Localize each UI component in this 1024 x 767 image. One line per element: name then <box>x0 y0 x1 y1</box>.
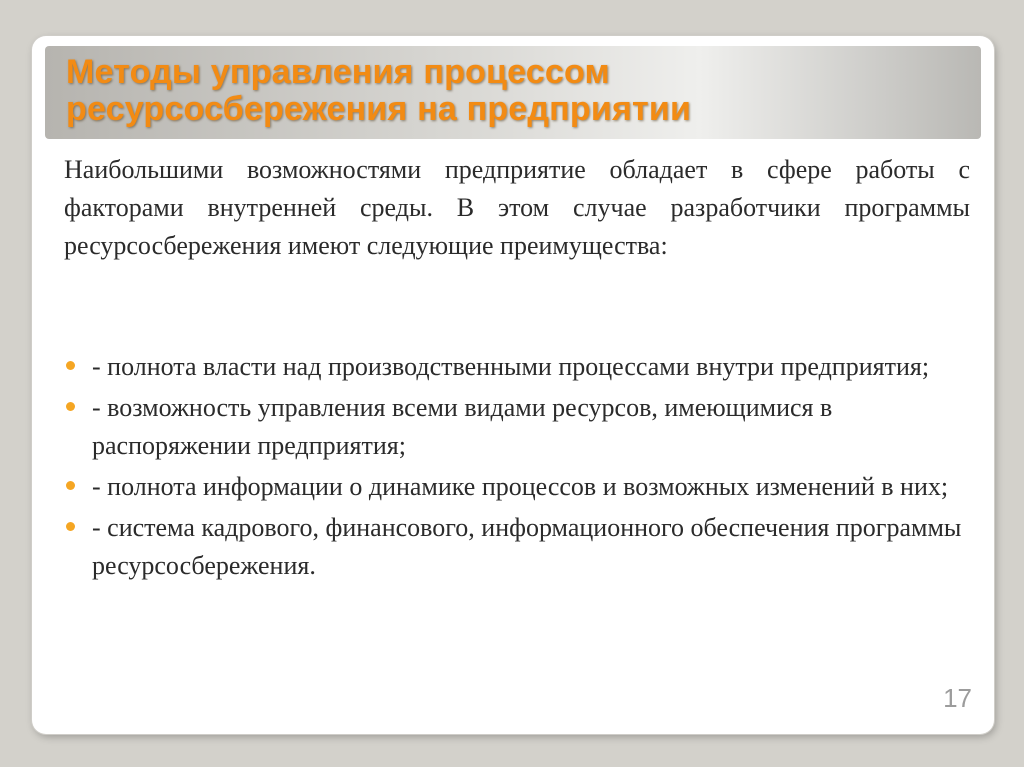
bullet-dot-icon <box>66 361 75 370</box>
list-item <box>64 468 974 506</box>
list-item-text: - полнота информации о динамике процессов и возможных изменений в них; <box>92 472 949 501</box>
advantages-list <box>64 348 974 588</box>
bullet-dot-icon <box>66 481 75 490</box>
list-item-text: - возможность управления всеми видами ресурсов, имеющимися в распоряжении предприятия; <box>92 393 833 460</box>
slide-title <box>66 54 691 128</box>
slide <box>32 36 994 734</box>
bullet-dot-icon <box>66 522 75 531</box>
intro-paragraph: Наибольшими возможностями предприятие обладает в сфере работы с факторами внутренней среды. В этом случае разработчики программы ресурсосбережения имеют следующие преимущества: <box>64 155 970 260</box>
list-item <box>64 389 974 465</box>
list-item <box>64 509 974 585</box>
bullet-dot-icon <box>66 402 75 411</box>
page-number: 17 <box>943 683 972 713</box>
list-item-text: - система кадрового, финансового, информационного обеспечения программы ресурсосбережения. <box>92 513 962 580</box>
list-item <box>64 348 974 386</box>
list-item-text: - полнота власти над производственными процессами внутри предприятия; <box>92 352 930 381</box>
slide-title-line-1: Методы управления процессом <box>66 53 610 91</box>
slide-title-line-2: ресурсосбережения на предприятии <box>66 90 692 128</box>
title-bar <box>45 46 981 139</box>
